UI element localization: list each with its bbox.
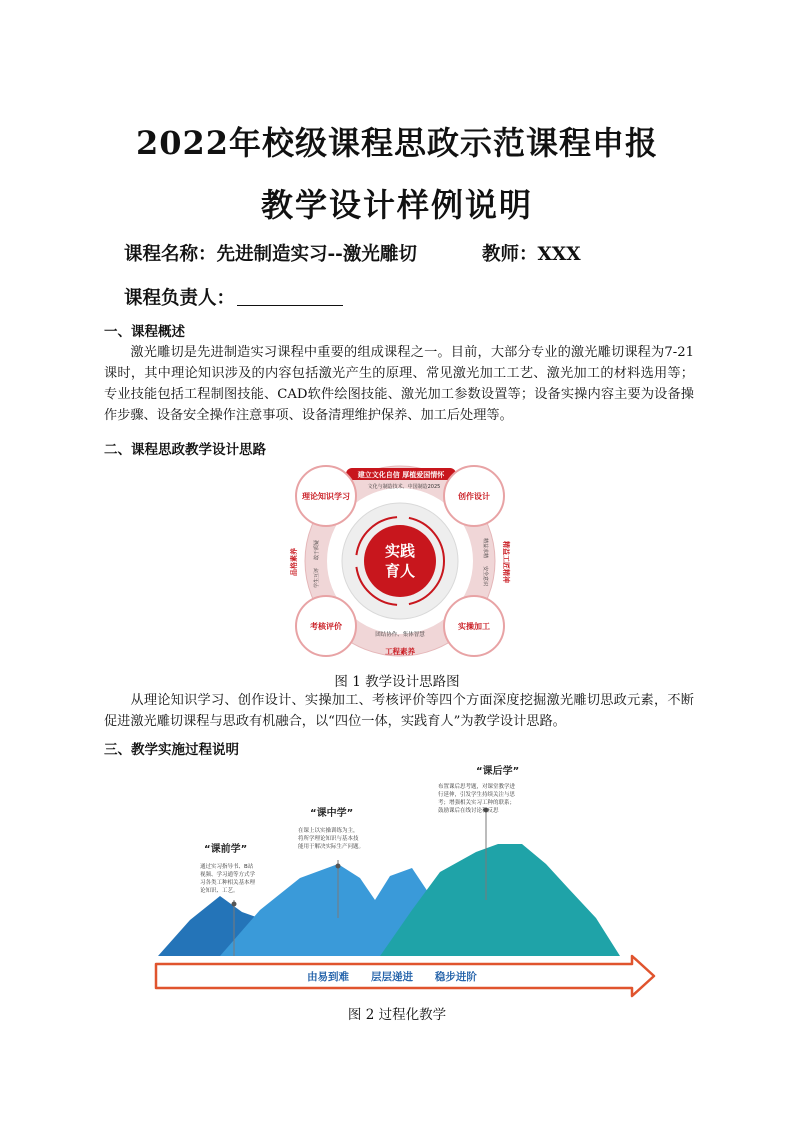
node-practice-text: 实操加工 <box>458 622 490 631</box>
arrow-text: 由易到难 层层递进 稳步进阶 <box>307 971 477 983</box>
arc-right-sub1: 精益求精 <box>482 537 488 559</box>
post-text-2: 行延伸，引发学生持续关注与思 <box>438 792 516 798</box>
document-title-line2: 教学设计样例说明 <box>260 186 533 224</box>
section2-text: 从理论知识学习、创作设计、实操加工、考核评价等四个方面深度挖掘激光雕切思政元素，不断促进激光雕切课程与思政有机融合，以“四位一体，实践育人”为教学设计思路。 <box>104 693 694 729</box>
section2-paragraph <box>104 690 694 732</box>
node-theory-text: 理论知识学习 <box>302 492 350 501</box>
course-name: 课程名称：先进制造实习--激光雕切 <box>124 244 417 265</box>
arc-left-sub2: 学生互评 <box>314 567 320 589</box>
figure2-caption: 图 2 过程化教学 <box>347 1007 447 1023</box>
figure1-caption: 图 1 教学设计思路图 <box>334 674 460 690</box>
arc-left-sub1: 敢于质疑 <box>314 539 320 561</box>
section1-heading: 一、课程概述 <box>104 324 185 340</box>
post-text-3: 考；增强相关实习工种的联系； <box>438 800 516 806</box>
mid-title: “课中学” <box>310 808 354 819</box>
arc-bottom-subtext: 团结协作、集体智慧 <box>375 632 425 638</box>
section1-text: 激光雕切是先进制造实习课程中重要的组成课程之一。目前，大部分专业的激光雕切课程为7-21课时，其中理论知识涉及的内容包括激光产生的原理、常见激光加工工艺、激光加工的材料选用等；专业技能包括工程制图技能、CAD软件绘图技能、激光加工参数设置等；设备实操内容主要为设备操作步骤、设备安全操作注意事项、设备清理维护保养、加工后处理等。 <box>104 345 694 423</box>
course-owner <box>124 284 343 310</box>
node-assess-text: 考核评价 <box>310 622 342 631</box>
section1-paragraph <box>104 342 694 426</box>
mid-text-3: 能用于解决实际生产问题。 <box>298 844 365 850</box>
mid-text-2: 将所学理论知识与基本技 <box>298 836 359 842</box>
post-title: “课后学” <box>476 766 520 777</box>
pin-mid-dot <box>336 864 341 869</box>
document-title-line1: 2022年校级课程思政示范课程申报 <box>135 124 659 162</box>
process-teaching-diagram <box>150 760 660 1000</box>
pre-text-3: 习各类工种相关基本理 <box>200 880 256 886</box>
section2-heading: 二、课程思政教学设计思路 <box>104 442 266 458</box>
pre-text-2: 视频、学习通等方式学 <box>200 872 256 878</box>
node-design-text: 创作设计 <box>458 492 490 501</box>
pre-title: “课前学” <box>204 844 248 855</box>
arc-top-text: 建立文化自信 厚植爱国情怀 <box>357 471 445 479</box>
pre-text-4: 论知识、工艺。 <box>200 888 239 894</box>
arc-top-subtext: 文化与制造技术、中国制造2025 <box>367 484 441 490</box>
arc-bottom-text: 工程素养 <box>385 647 415 656</box>
course-owner-label: 课程负责人： <box>124 288 236 309</box>
post-text-4: 鼓励课后在线讨论和反思 <box>438 808 499 814</box>
section3-heading: 三、教学实施过程说明 <box>104 742 239 758</box>
mid-text-1: 在课上以实操训练为主， <box>298 828 359 834</box>
arc-right-text: 精益工匠精神 <box>502 541 510 583</box>
course-owner-blank <box>237 290 343 306</box>
teaching-design-diagram <box>284 458 520 664</box>
center-text-1: 实践 <box>384 542 416 560</box>
center-text-2: 育人 <box>384 562 416 580</box>
center-circle <box>364 525 436 597</box>
pre-text-1: 通过实习指导书、B站 <box>200 864 254 870</box>
teacher-name: 教师：XXX <box>482 244 581 265</box>
pin-pre-dot <box>232 902 237 907</box>
post-text-1: 布置课后思考题，对课堂教学进 <box>438 784 516 790</box>
arc-left-text: 品格素养 <box>290 548 298 576</box>
arc-right-sub2: 安全意识 <box>482 565 488 587</box>
